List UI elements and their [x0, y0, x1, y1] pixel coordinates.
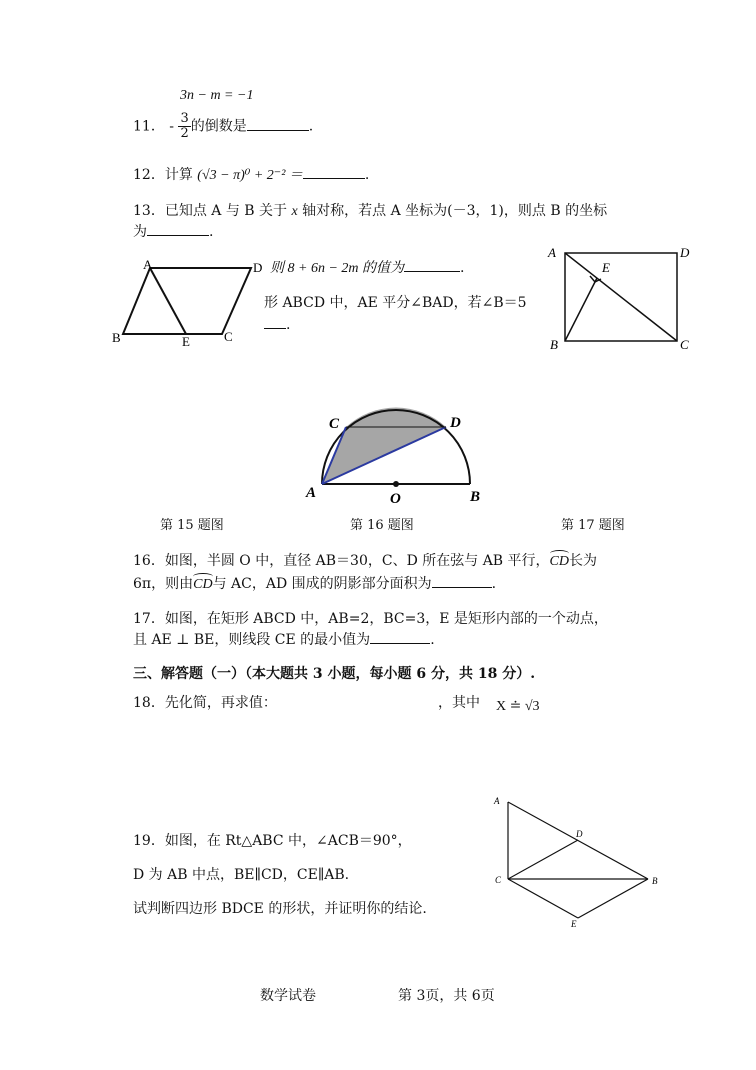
question-15-fragment [264, 292, 546, 312]
q13-text-b: 轴对称，若点 A 坐标为(－3，1)，则点 B 的坐标 [302, 203, 608, 219]
q11-number: 11． [133, 118, 165, 135]
q15-end: . [286, 317, 291, 333]
q16-arc-cd: CD [549, 554, 569, 569]
q16-answer-blank[interactable] [432, 573, 492, 588]
q16-text-a: 16．如图，半圆 O 中，直径 AB＝30，C、D 所在弦与 AB 平行， [133, 553, 550, 569]
fig16-label-a: A [306, 485, 317, 501]
q11-frac-num: 3 [180, 111, 189, 126]
q17-text: 且 AE ⊥ BE，则线段 CE 的最小值为 [133, 632, 371, 648]
fig15-label-d: D [253, 260, 263, 275]
q13-end: . [209, 224, 214, 240]
q17-end: . [430, 632, 435, 648]
figure-15 [105, 255, 275, 355]
fig17-label-d: D [680, 245, 690, 260]
q11-fraction [178, 112, 190, 141]
question-14-fragment [270, 257, 464, 277]
fig17-label-e: E [602, 260, 610, 275]
fig19-label-e: E [571, 919, 577, 929]
question-12 [133, 164, 369, 184]
q13-answer-blank[interactable] [147, 221, 209, 236]
fig19-label-c: C [495, 875, 502, 885]
footer-subject: 数学试卷 [260, 988, 316, 1004]
question-18-where: ，其中 [438, 695, 480, 711]
caption-16: 第 16 题图 [350, 518, 414, 533]
fig17-label-a: A [548, 245, 556, 260]
question-16-line1 [133, 550, 597, 570]
fig16-label-b: B [470, 489, 481, 505]
fig17-label-b: B [550, 337, 558, 352]
question-18-x-value: X ≐ √3 [496, 699, 540, 714]
q11-end: . [308, 118, 314, 135]
question-13-line2 [133, 221, 213, 241]
q11-sign: - [169, 118, 175, 135]
fig16-label-c: C [329, 416, 340, 432]
question-11 [133, 112, 313, 141]
q13-var-x: x [291, 204, 298, 219]
q17-answer-blank[interactable] [370, 629, 430, 644]
q16-text-c: 6π，则由 [133, 576, 194, 592]
caption-15: 第 15 题图 [160, 518, 224, 533]
question-17-line1: 17．如图，在矩形 ABCD 中，AB=2，BC=3，E 是矩形内部的一个动点， [133, 611, 608, 627]
question-16-line2 [133, 573, 496, 593]
footer-page-number: 第 3页，共 6页 [398, 988, 495, 1004]
q14-answer-blank[interactable] [404, 257, 460, 272]
q13-text-a: 13．已知点 A 与 B 关于 [133, 203, 288, 219]
fig17-label-c: C [680, 337, 689, 352]
top-equation: 3n − m = −1 [180, 88, 254, 103]
q12-end: . [364, 167, 370, 183]
q16-text-d: 与 AC，AD 围成的阴影部分面积为 [212, 576, 432, 592]
fig15-label-b: B [112, 330, 121, 345]
section-3-heading: 三、解答题（一）（本大题共 3 小题，每小题 6 分，共 18 分）. [133, 666, 536, 682]
fig19-label-b: B [652, 876, 658, 886]
q12-number: 12． [133, 167, 165, 183]
question-17-line2 [133, 629, 435, 649]
q12-expression: (√3 − π)⁰ + 2⁻² ＝ [197, 168, 303, 183]
q11-text: 的倒数是 [190, 118, 247, 135]
question-19-line1: 19．如图，在 Rt△ABC 中，∠ACB＝90°， [133, 833, 412, 849]
figure-16 [300, 405, 500, 510]
fig15-label-c: C [224, 329, 233, 344]
q16-text-b: 长为 [569, 553, 597, 569]
q16-end: . [491, 576, 497, 592]
fig15-label-e: E [182, 334, 190, 349]
fig19-label-a: A [494, 796, 500, 806]
fig19-label-d: D [576, 829, 583, 839]
caption-17: 第 17 题图 [561, 518, 625, 533]
question-19-line2: D 为 AB 中点，BE∥CD，CE∥AB. [133, 867, 350, 883]
fig15-label-a: A [143, 257, 153, 272]
q15-text: 形 ABCD 中，AE 平分∠BAD，若∠B＝5 [264, 295, 527, 311]
fig16-label-d: D [450, 415, 461, 431]
q16-arc-cd-2: CD [193, 577, 213, 592]
question-19-line3: 试判断四边形 BDCE 的形状，并证明你的结论. [133, 901, 427, 917]
question-13-line1 [133, 200, 607, 220]
fig16-label-o: O [390, 491, 401, 507]
q13-text-c: 为 [133, 224, 147, 240]
q12-answer-blank[interactable] [303, 164, 365, 179]
q14-end: . [460, 260, 465, 276]
q12-prefix: 计算 [164, 167, 193, 183]
figure-17 [540, 240, 700, 355]
question-18-text: 18．先化简，再求值： [133, 695, 277, 711]
q11-answer-blank[interactable] [247, 116, 309, 131]
q14-text: 则 8 + 6n − 2m 的值为 [270, 261, 405, 276]
figure-19 [485, 790, 665, 935]
q11-frac-den: 2 [180, 126, 189, 141]
